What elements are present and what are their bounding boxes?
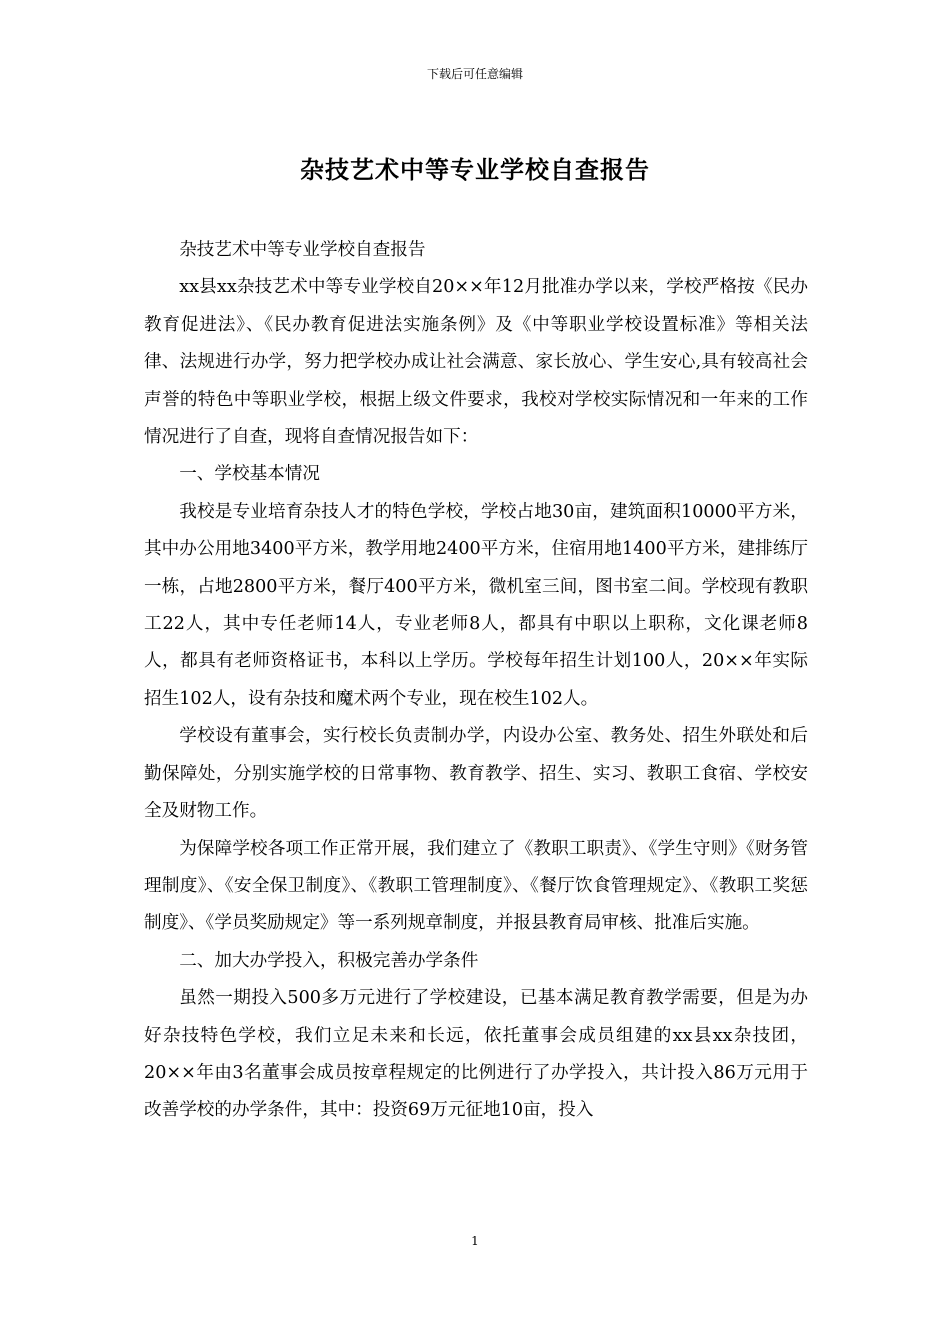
paragraph-investment: 虽然一期投入500多万元进行了学校建设，已基本满足教育教学需要，但是为办好杂技特色学校，我们立足未来和长远，依托董事会成员组建的xx县xx杂技团，20××年由3名董事会成员按章程规定的比例进行了办学投入，共计投入86万元用于改善学校的办学条件，其中：投资69万元征地10亩，投入	[144, 988, 808, 1121]
paragraph-basic-info: 我校是专业培育杂技人才的特色学校，学校占地30亩，建筑面积10000平方米，其中办公用地3400平方米，教学用地2400平方米，住宿用地1400平方米，建排练厅一栋，占地2800平方米，餐厅400平方米，微机室三间，图书室二间。学校现有教职工22人，其中专任老师14人，专业老师8人，都具有中职以上职称，文化课老师8人，都具有老师资格证书，本科以上学历。学校每年招生计划100人，20××年实际招生102人，设有杂技和魔术两个专业，现在校生102人。	[144, 501, 808, 709]
document-title: 杂技艺术中等专业学校自查报告	[300, 156, 650, 184]
header-note: 下载后可任意编辑	[426, 67, 523, 81]
paragraph-intro: xx县xx杂技艺术中等专业学校自20××年12月批准办学以来，学校严格按《民办教育促进法》、《民办教育促进法实施条例》及《中等职业学校设置标准》等相关法律、法规进行办学，努力把学校办成让社会满意、家长放心、学生安心,具有较高社会声誉的特色中等职业学校，根据上级文件要求，我校对学校实际情况和一年来的工作情况进行了自查，现将自查情况报告如下：	[144, 277, 808, 448]
paragraph-regulations: 为保障学校各项工作正常开展，我们建立了《教职工职责》、《学生守则》《财务管理制度》、《安全保卫制度》、《教职工管理制度》、《餐厅饮食管理规定》、《教职工奖惩制度》、《学员奖励规定》等一系列规章制度，并报县教育局审核、批准后实施。	[144, 838, 808, 934]
section-heading-1: 一、学校基本情况	[179, 464, 320, 485]
page-number: 1	[471, 1234, 479, 1248]
paragraph-organization: 学校设有董事会，实行校长负责制办学，内设办公室、教务处、招生外联处和后勤保障处，分别实施学校的日常事物、教育教学、招生、实习、教职工食宿、学校安全及财物工作。	[144, 726, 808, 822]
paragraph-subtitle: 杂技艺术中等专业学校自查报告	[179, 240, 426, 260]
section-heading-2: 二、加大办学投入，积极完善办学条件	[179, 950, 479, 971]
document-body	[144, 232, 808, 1130]
